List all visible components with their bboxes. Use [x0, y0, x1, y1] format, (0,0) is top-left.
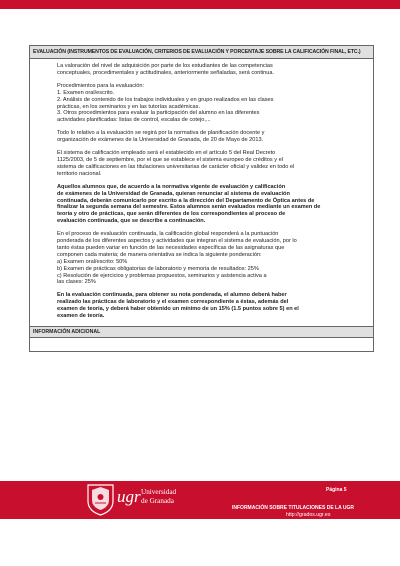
text-line: c) Resolución de ejercicios y problemas propuestos, seminarios y asistencia activa a [57, 272, 267, 279]
text-line: ponderada de los diferentes aspectos y actividades que integran el sistema de evaluación, por lo [57, 238, 297, 245]
university-seal-icon [86, 483, 115, 516]
text-line: b) Examen de prácticas obligatorias de laboratorio y memoria de resultados: 25% [57, 265, 259, 272]
paragraph-waiver [57, 184, 361, 225]
paragraph-assessment [57, 63, 361, 77]
text-line: de exámenes de la Universidad de Granada, quieran renunciar al sistema de evaluación [57, 190, 290, 197]
university-name [141, 488, 176, 505]
university-name-line2: de Granada [141, 496, 174, 505]
text-line: El sistema de calificación empleado será el establecido en el artículo 5 del Real Decreto [57, 150, 276, 157]
text-line: 2. Análisis de contenido de los trabajos individuales y en grupo realizados en las clases [57, 96, 274, 103]
footer-info-title: INFORMACIÓN SOBRE TITULACIONES DE LA UGR [232, 505, 355, 511]
text-line: Todo lo relativo a la evaluación se regirá por la normativa de planificación docente y [57, 130, 265, 137]
text-line: finalizar la segunda semana del semestre. Estos alumnos serán evaluados mediante un examen de [57, 204, 321, 211]
paragraph-weighting [57, 231, 361, 286]
text-line: Procedimientos para la evaluación: [57, 82, 145, 89]
additional-info-header: INFORMACIÓN ADICIONAL [30, 326, 373, 338]
paragraph-grading-system [57, 150, 361, 178]
text-line: examen de teoría. [57, 313, 105, 320]
text-line: las clases: 25% [57, 279, 96, 286]
text-line: examen de teoría, y deberá haber obtenido un mínimo de un 15% (1.5 puntos sobre 5) en el [57, 306, 299, 313]
paragraph-requirements [57, 292, 361, 320]
text-line: actividades planificadas: listas de control, escalas de cotejo,... [57, 117, 211, 124]
text-line: 1125/2003, de 5 de septiembre, por el que se establece el sistema europeo de créditos y el [57, 156, 283, 163]
paragraph-procedures [57, 83, 361, 124]
text-line: territorio nacional. [57, 170, 102, 177]
text-line: En el proceso de evaluación continuada, la calificación global responderá a la puntuación [57, 231, 279, 238]
text-line: teoría y otro de prácticas, que serán diferentes de los correspondientes al proceso de [57, 211, 286, 218]
paragraph-regulation [57, 130, 361, 144]
text-line: Aquellos alumnos que, de acuerdo a la normativa vigente de evaluación y calificación [57, 183, 286, 190]
text-line: En la evaluación continuada, para obtener su nota ponderada, el alumno deberá haber [57, 292, 287, 299]
ugr-logo: ugr [117, 487, 141, 506]
evaluation-header: EVALUACIÓN (INSTRUMENTOS DE EVALUACIÓN, CRITERIOS DE EVALUACIÓN Y PORCENTAJE SOBRE LA CALIFICACIÓN FINAL, ETC.) [30, 46, 373, 59]
page-number: Página 5 [326, 487, 347, 493]
university-name-line1: Universidad [141, 488, 177, 496]
top-accent-bar [0, 0, 400, 9]
text-line: tanto éstas pueden variar en función de las necesidades específicas de las asignaturas que [57, 244, 285, 251]
text-line: a) Examen oral/escrito: 50% [57, 258, 128, 265]
text-line: 1. Examen oral/escrito. [57, 89, 115, 96]
evaluation-body [30, 59, 373, 326]
text-line: La valoración del nivel de adquisición por parte de los estudiantes de las competencias [57, 63, 273, 69]
text-line: conceptuales, procedimentales y actitudinales, anteriormente señaladas, será continua. [57, 69, 275, 76]
text-line: continuada, deberán comunicarlo por escrito a la dirección del Departamento de Óptica antes de [57, 197, 315, 204]
additional-info-body [30, 338, 373, 351]
text-line: evaluación continuada, que se describe a continuación. [57, 218, 206, 225]
text-line: prácticas, en los seminarios y en las tutorías académicas. [57, 103, 201, 110]
text-line: componen cada materia; de manera orientativa se indica la siguiente ponderación: [57, 251, 262, 258]
text-line: sistema de calificaciones en las titulaciones universitarias de carácter oficial y validez en todo el [57, 163, 295, 170]
text-line: realizado las prácticas de laboratorio y el examen correspondiente a éstas, además del [57, 299, 289, 306]
evaluation-table [29, 45, 374, 352]
footer-url[interactable]: http://grados.ugr.es [286, 512, 331, 518]
text-line: 3. Otros procedimientos para evaluar la participación del alumno en las diferentes [57, 110, 260, 117]
text-line: organización de exámenes de la Universidad de Granada, de 20 de Mayo de 2013. [57, 137, 264, 144]
